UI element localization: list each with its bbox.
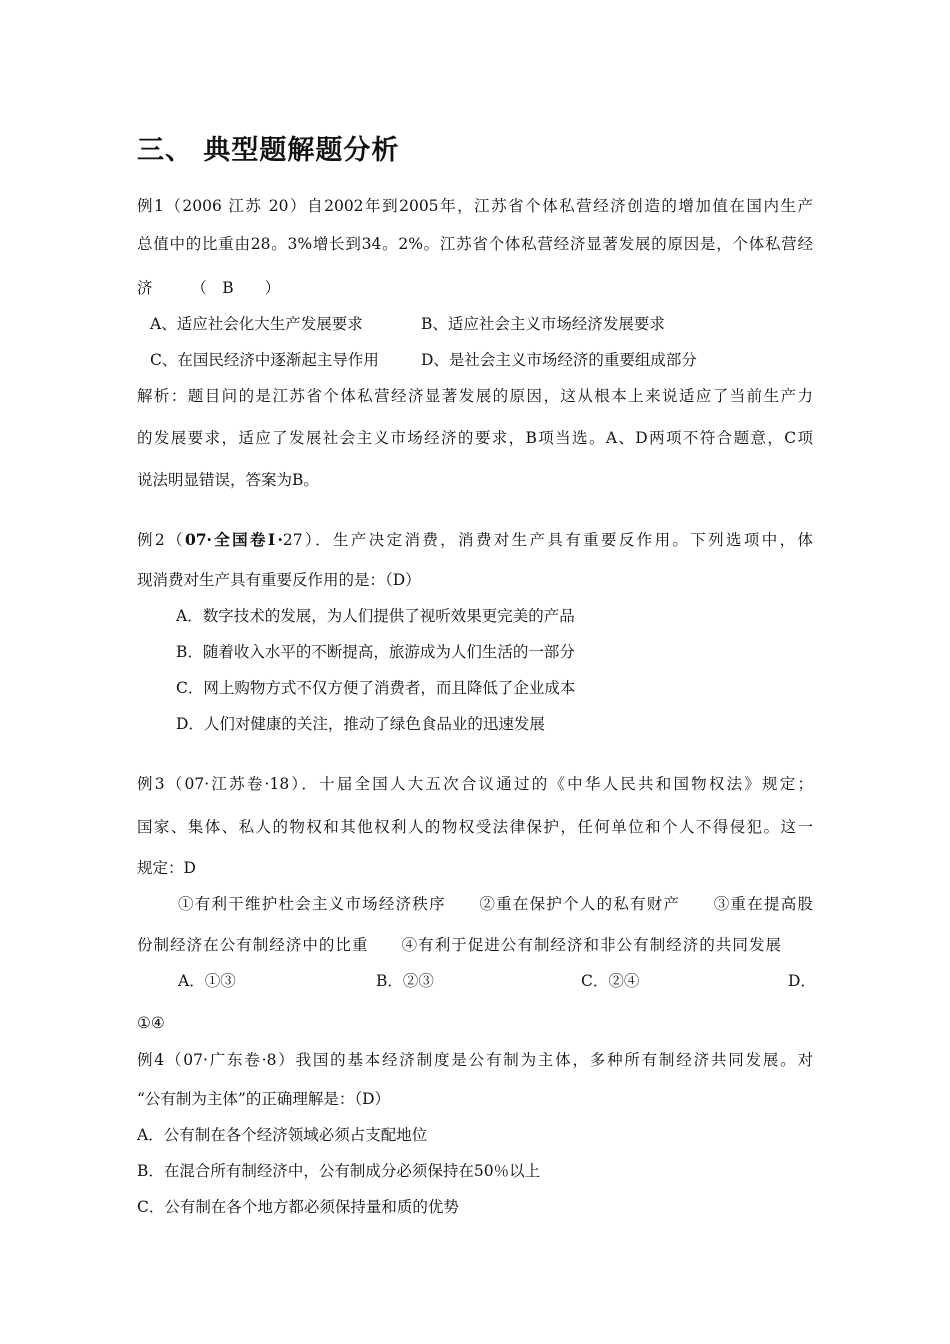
example3-option-c: C．②④ [581, 972, 640, 990]
example3-option-b: B．②③ [376, 972, 434, 990]
example2-prefix: 例2（ [137, 531, 185, 549]
example3-option-a: A．①③ [178, 972, 236, 990]
example3-line4: ①有利干维护杜会主义市场经济秩序 ②重在保护个人的私有财产 ③重在提高股 [178, 895, 813, 913]
example2-source: 07·全国卷Ⅰ· [184, 530, 283, 549]
example1-analysis-line1: 解析：题目问的是江苏省个体私营经济显著发展的原因，这从根本上来说适应了当前生产力 [137, 387, 813, 405]
example4-option-a: A．公有制在各个经济领域必须占支配地位 [137, 1126, 428, 1144]
example2-option-d: D．人们对健康的关注，推动了绿色食品业的迅速发展 [176, 715, 545, 733]
example4-option-b: B．在混合所有制经济中，公有制成分必须保持在50％以上 [137, 1162, 541, 1180]
example2-option-c: C．网上购物方式不仅方便了消费者，而且降低了企业成本 [176, 679, 576, 697]
section-title: 三、 典型题解题分析 [137, 135, 400, 166]
example3-option-d-value: ①④ [137, 1014, 165, 1032]
example4-line2: “公有制为主体”的正确理解是：（D） [137, 1090, 391, 1108]
example1-option-b: B、适应社会主义市场经济发展要求 [421, 315, 665, 333]
example3-line5: 份制经济在公有制经济中的比重 ④有利于促进公有制经济和非公有制经济的共同发展 [137, 936, 781, 954]
example2-question: 27）．生产决定消费，消费对生产具有重要反作用。下列选项中，体 [282, 531, 813, 549]
example1-line1: 例1（2006 江苏 20）自2002年到2005年，江苏省个体私营经济创造的增加值在国内生产 [137, 197, 813, 215]
example3-line3: 规定：D [137, 859, 196, 877]
example3-option-d-label: D． [788, 972, 816, 990]
example2-line1 [137, 530, 813, 550]
example3-line1: 例3（07·江苏卷·18）．十届全国人大五次合议通过的《中华人民共和国物权法》规定； [137, 775, 813, 793]
example3-line2: 国家、集体、私人的物权和其他权利人的物权受法律保护，任何单位和个人不得侵犯。这一 [137, 818, 813, 836]
example2-option-a: A．数字技术的发展，为人们提供了视听效果更完美的产品 [176, 607, 575, 625]
example1-analysis-line3: 说法明显错误，答案为B。 [137, 471, 319, 489]
example2-option-b: B．随着收入水平的不断提高，旅游成为人们生活的一部分 [176, 643, 575, 661]
example4-line1: 例4（07·广东卷·8）我国的基本经济制度是公有制为主体，多种所有制经济共同发展。对 [137, 1051, 813, 1069]
example1-option-c: C、在国民经济中逐渐起主导作用 [150, 351, 379, 369]
example4-option-c: C．公有制在各个地方都必须保持量和质的优势 [137, 1198, 459, 1216]
example1-option-a: A、适应社会化大生产发展要求 [150, 315, 363, 333]
example1-line2: 总值中的比重由28。3%增长到34。2%。江苏省个体私营经济显著发展的原因是，个体私营经 [137, 235, 813, 253]
example1-line3: 济 （ B ） [137, 279, 281, 297]
example1-analysis-line2: 的发展要求，适应了发展社会主义市场经济的要求，B项当选。A、D两项不符合题意，C项 [137, 429, 813, 447]
example1-option-d: D、是社会主义市场经济的重要组成部分 [421, 351, 697, 369]
example2-line2: 现消费对生产具有重要反作用的是：（D） [137, 571, 421, 589]
